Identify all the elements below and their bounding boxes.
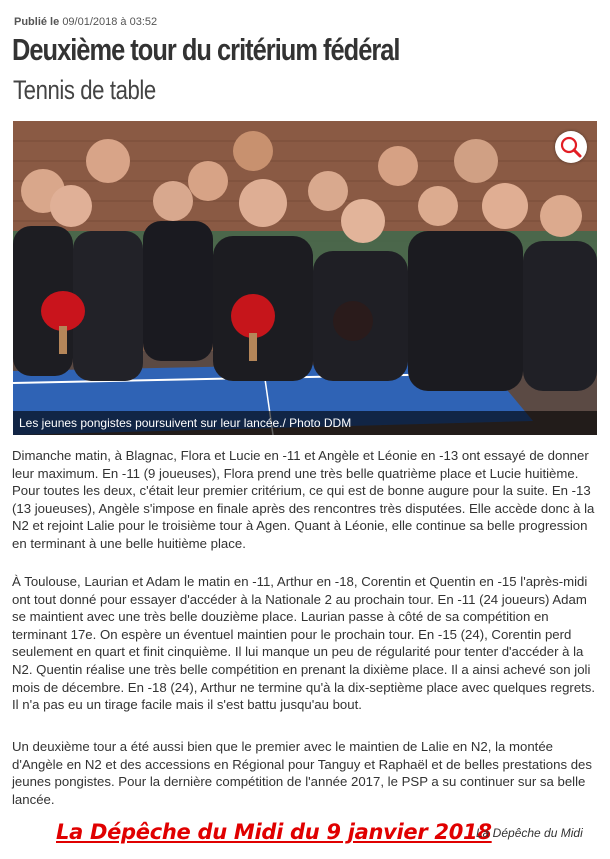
source-annotation: La Dépêche du Midi du 9 janvier 2018 (56, 820, 492, 844)
published-label: Publié le (14, 16, 60, 28)
magnifier-icon (555, 131, 587, 163)
article-paragraph-1: Dimanche matin, à Blagnac, Flora et Lucie en -11 et Angèle et Léonie en -13 ont essayé de donner leur maximum. En -11 (9 joueuses), Flora prend une très belle quatrième place et Lucie huitième. Pour toutes les deux, c'était leur premier critérium, ce qui est de bonne augure pour la suite. En -13 (13 joueuses), Angèle s'impose en finale après des rencontres très disputées. Elle accède donc à la N2 et rejoint Lalie pour le troisième tour à Agen. Quant à Léonie, elle continue sa belle progression en terminant à une belle huitième place. (12, 448, 595, 551)
article-title: Deuxième tour du critérium fédéral (12, 32, 400, 67)
published-date: 09/01/2018 à 03:52 (62, 16, 158, 28)
photo-caption: Les jeunes pongistes poursuivent sur leur lancée./ Photo DDM (13, 411, 597, 435)
article-subtitle: Tennis de table (13, 75, 156, 105)
zoom-button[interactable] (555, 131, 587, 163)
source-credit: La Dépêche du Midi (476, 826, 583, 840)
article-paragraph-3: Un deuxième tour a été aussi bien que le premier avec le maintien de Lalie en N2, la montée d'Angèle en N2 et des accessions en Régional pour Tanguy et Raphaël et de belles prestations des jeunes pongistes. Pour la dernière compétition de l'année 2017, le PSP a su continuer sur sa belle lancée. (12, 739, 592, 807)
article-paragraph-2: À Toulouse, Laurian et Adam le matin en -11, Arthur en -18, Corentin et Quentin en -15 l'après-midi ont tout donné pour essayer d'accéder à la Nationale 2 au prochain tour. En -11 (24 joueurs) Adam se maintient avec une très belle douzième place. Laurian passe à côté de sa compétition en terminant 17e. On espère un éventuel maintien pour le prochain tour. En -15 (24), Corentin perd seulement en quart et finit cinquième. Il lui manque un peu de régularité pour tenter d'accéder à la N2. Quentin réalise une très belle compétition en prenant la dixième place. Il a ainsi achevé son joli mois de décembre. En -18 (24), Arthur ne termine qu'à la dix-septième place avec quelques regrets. Il n'a pas eu un tirage facile mais il s'est battu jusqu'au bout. (12, 574, 596, 713)
team-photo-illustration (13, 121, 597, 435)
article-photo[interactable] (13, 121, 597, 435)
publish-info (14, 16, 157, 28)
